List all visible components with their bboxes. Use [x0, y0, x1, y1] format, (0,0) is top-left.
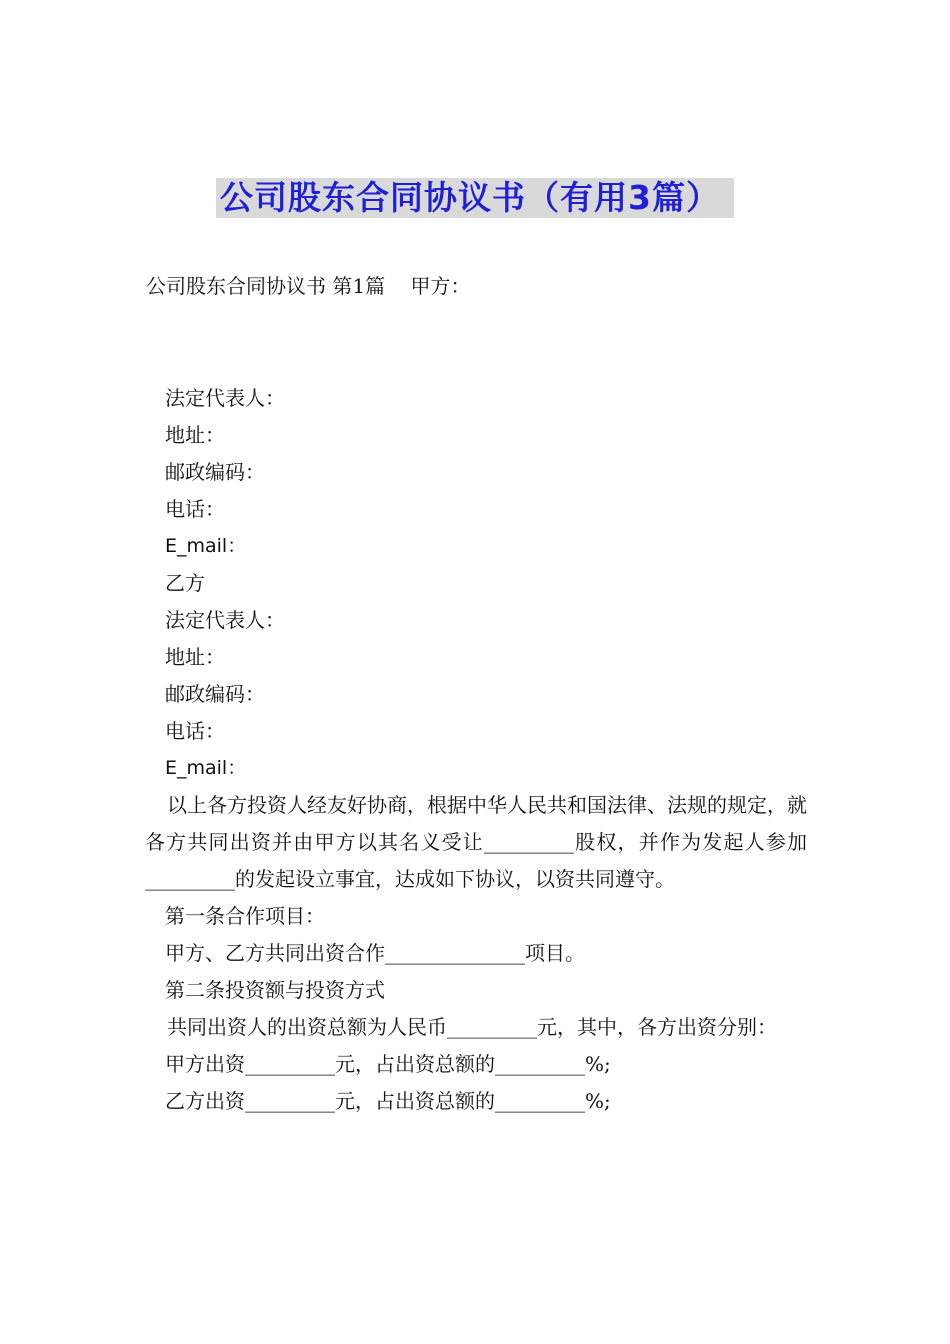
- party-b-postcode: 邮政编码：: [165, 682, 265, 706]
- document-body: [145, 380, 807, 1120]
- party-b-address: 地址：: [165, 645, 225, 669]
- party-a-phone: 电话：: [165, 497, 225, 521]
- intro-paragraph: 以上各方投资人经友好协商，根据中华人民共和国法律、法规的规定，就各方共同出资并由甲方以其名义受让_________股权，并作为发起人参加_________的发起设立事宜，达成如下协议，以资共同遵守。: [145, 793, 807, 891]
- party-a-postcode: 邮政编码：: [165, 460, 265, 484]
- party-a-rep: 法定代表人：: [165, 386, 285, 410]
- document-title: 公司股东合同协议书（有用3篇）: [216, 178, 734, 218]
- article2-party-a: 甲方出资_________元，占出资总额的_________%;: [165, 1052, 611, 1076]
- party-b-label: 乙方: [165, 571, 205, 595]
- article2-title: 第二条投资额与投资方式: [165, 978, 385, 1002]
- party-a-address: 地址：: [165, 423, 225, 447]
- document-subtitle: 公司股东合同协议书 第1篇 甲方：: [146, 274, 471, 298]
- title-container: [0, 178, 950, 218]
- party-b-rep: 法定代表人：: [165, 608, 285, 632]
- article2-paragraph: 共同出资人的出资总额为人民币_________元，其中，各方出资分别：: [167, 1015, 777, 1039]
- party-b-email: E_mail：: [165, 757, 247, 779]
- party-a-email: E_mail：: [165, 535, 247, 557]
- article1-text: 甲方、乙方共同出资合作______________项目。: [165, 941, 585, 965]
- article1-title: 第一条合作项目：: [165, 904, 325, 928]
- article2-party-b: 乙方出资_________元，占出资总额的_________%;: [165, 1089, 611, 1113]
- party-b-phone: 电话：: [165, 719, 225, 743]
